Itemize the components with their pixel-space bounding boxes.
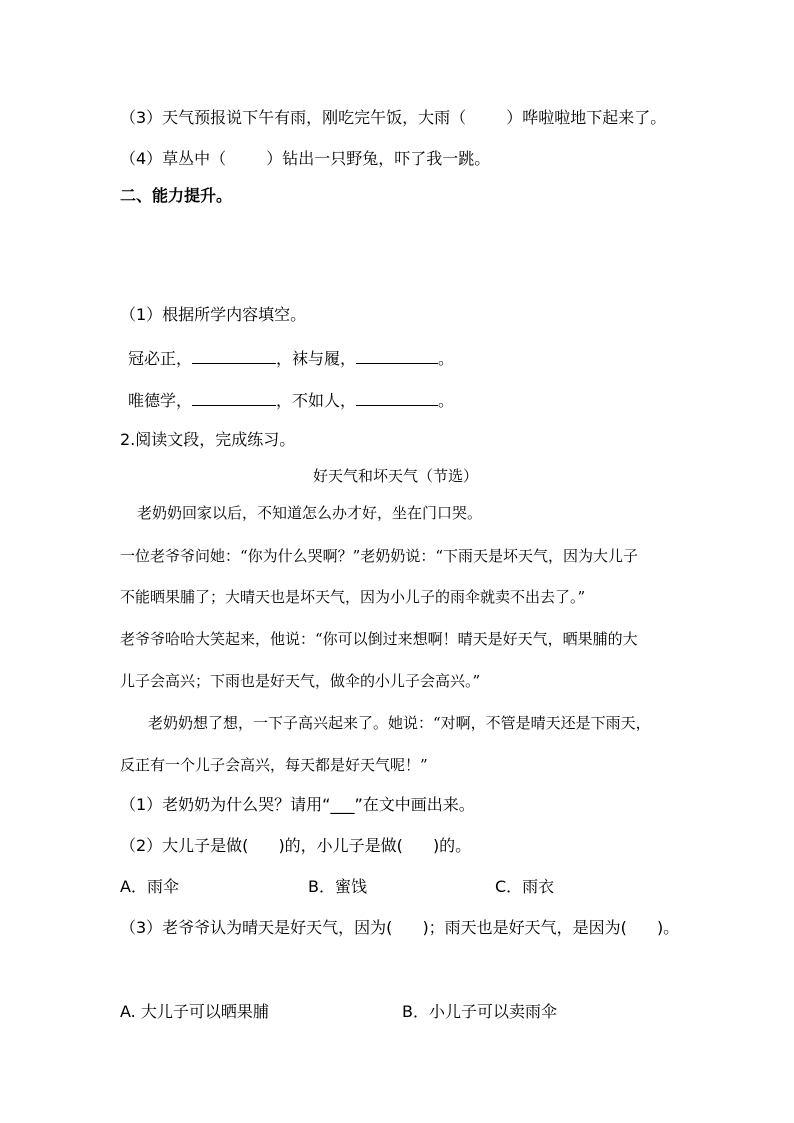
reading-question-2: （2）大儿子是做( )的，小儿子是做( )的。 (120, 836, 472, 855)
reading-instruction: 2.阅读文段，完成练习。 (120, 430, 296, 449)
question-3: （3）天气预报说下午有雨，刚吃完午饭，大雨（ ）哗啦啦地下起来了。 (120, 108, 667, 127)
passage-line: 反正有一个儿子会高兴，每天都是好天气呢！” (120, 756, 428, 774)
fill-row-1: 冠必正， ，袜与履， 。 (128, 349, 455, 368)
passage-paragraph: 老奶奶回家以后，不知道怎么办才好，坐在门口哭。 (137, 504, 483, 522)
passage-line: 儿子会高兴；下雨也是好天气，做伞的小儿子会高兴。” (120, 672, 481, 690)
option-a[interactable]: A．雨伞 (120, 877, 179, 896)
passage-line: 不能晒果脯了；大晴天也是坏天气，因为小儿子的雨伞就卖不出去了。” (120, 588, 586, 606)
fill-blank[interactable] (192, 389, 276, 406)
section-heading: 二、能力提升。 (120, 186, 233, 205)
reading-question-3: （3）老爷爷认为晴天是好天气，因为( )；雨天也是好天气，是因为( )。 (120, 918, 680, 937)
passage-line: 老爷爷哈哈大笑起来，他说：“你可以倒过来想啊！晴天是好天气，晒果脯的大 (120, 630, 638, 648)
question-4: （4）草丛中（ ）钻出一只野兔，吓了我一跳。 (120, 149, 491, 168)
option-c[interactable]: C．雨衣 (495, 877, 555, 896)
fill-instruction: （1）根据所学内容填空。 (120, 305, 307, 324)
fill-blank[interactable] (356, 347, 438, 364)
option-b[interactable]: B．蜜饯 (308, 877, 367, 896)
passage-line: 一位老爷爷问她：“你为什么哭啊？”老奶奶说：“下雨天是坏天气，因为大儿子 (120, 547, 639, 565)
option-b[interactable]: B．小儿子可以卖雨伞 (402, 1002, 557, 1021)
reading-question-1: （1）老奶奶为什么哭？请用“___”在文中画出来。 (120, 795, 475, 814)
passage-line: 老奶奶想了想，一下子高兴起来了。她说：“对啊，不管是晴天还是下雨天， (148, 714, 651, 732)
passage-title: 好天气和坏天气（节选） (313, 467, 479, 485)
fill-blank[interactable] (192, 347, 276, 364)
option-a[interactable]: A. 大儿子可以晒果脯 (120, 1002, 269, 1021)
fill-blank[interactable] (356, 389, 438, 406)
fill-row-2: 唯德学， ，不如人， 。 (128, 391, 455, 410)
